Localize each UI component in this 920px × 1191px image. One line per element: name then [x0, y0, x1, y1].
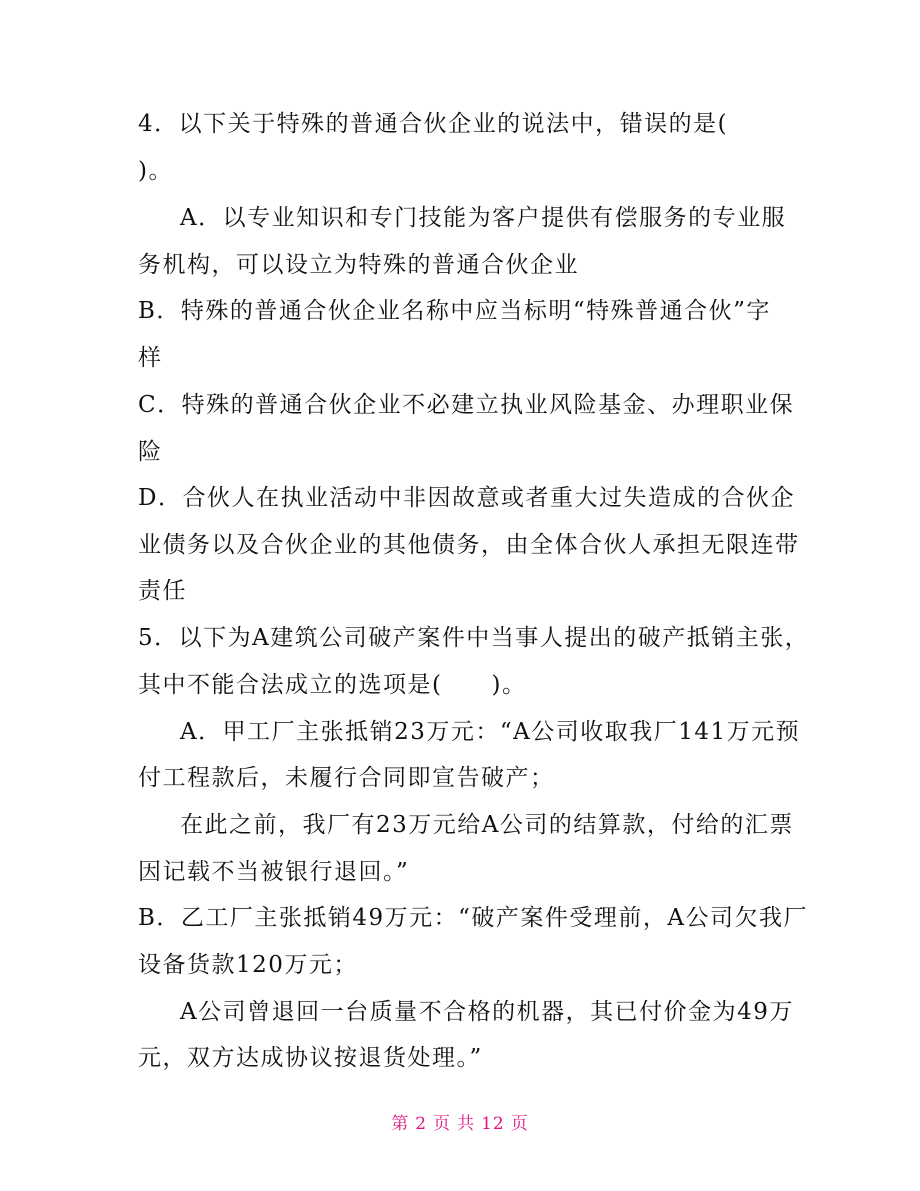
- question-4-option-a-line-1: A．以专业知识和专门技能为客户提供有偿服务的专业服: [180, 205, 787, 231]
- footer-total-pages: 12: [481, 1114, 505, 1134]
- footer-page-label-post: 页: [510, 1114, 529, 1134]
- question-5-option-b-line-2: 设备货款120万元；: [138, 952, 358, 978]
- page-footer: [0, 1112, 920, 1136]
- question-5-option-b-line-1: B．乙工厂主张抵销49万元：“破产案件受理前，A公司欠我厂: [138, 905, 809, 931]
- footer-page-label-mid: 页: [433, 1114, 452, 1134]
- question-5-option-a-line-1: A．甲工厂主张抵销23万元：“A公司收取我厂141万元预: [180, 719, 801, 745]
- question-4-stem-line-1: 4．以下关于特殊的普通合伙企业的说法中，错误的是(: [138, 111, 729, 137]
- question-4-option-d-line-1: D．合伙人在执业活动中非因故意或者重大过失造成的合伙企: [138, 485, 795, 511]
- question-5-option-a-cont-line-1: 在此之前，我厂有23万元给A公司的结算款，付给的汇票: [180, 812, 794, 838]
- footer-total-label: 共: [457, 1114, 476, 1134]
- question-5-option-a-cont-line-2: 因记载不当被银行退回。”: [138, 859, 410, 885]
- question-4-option-c-line-1: C．特殊的普通合伙企业不必建立执业风险基金、办理职业保: [138, 392, 795, 418]
- question-5-stem-line-2: 其中不能合法成立的选项是( )。: [138, 672, 527, 698]
- question-4-stem-line-2: )。: [138, 158, 173, 184]
- question-4-option-d-line-3: 责任: [138, 578, 187, 604]
- question-5-option-a-line-2: 付工程款后，未履行合同即宣告破产；: [138, 765, 555, 791]
- question-5-option-b-cont-line-1: A公司曾退回一台质量不合格的机器，其已付价金为49万: [180, 999, 794, 1025]
- question-4-option-c-line-2: 险: [138, 439, 163, 465]
- question-5-option-b-cont-line-2: 元，双方达成协议按退货处理。”: [138, 1045, 483, 1071]
- question-4-option-b-line-1: B．特殊的普通合伙企业名称中应当标明“特殊普通合伙”字: [138, 298, 771, 324]
- question-4-option-a-line-2: 务机构，可以设立为特殊的普通合伙企业: [138, 252, 579, 278]
- footer-page-label-pre: 第: [391, 1114, 410, 1134]
- question-5-stem-line-1: 5．以下为A建筑公司破产案件中当事人提出的破产抵销主张，: [138, 625, 810, 651]
- footer-page-number: 2: [415, 1114, 428, 1134]
- question-4-option-d-line-2: 业债务以及合伙企业的其他债务，由全体合伙人承担无限连带: [138, 532, 800, 558]
- question-4-option-b-line-2: 样: [138, 345, 163, 371]
